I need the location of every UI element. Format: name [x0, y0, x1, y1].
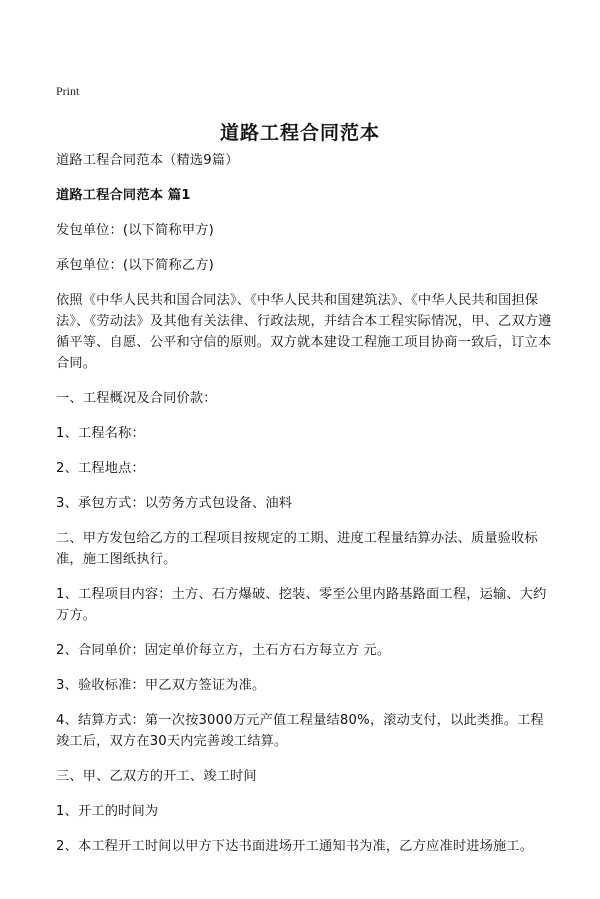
- clause-2-item-1: 1、工程项目内容：土方、石方爆破、挖装、零至公里内路基路面工程，运输、大约 万方。: [56, 587, 547, 623]
- page-title: 道路工程合同范本: [219, 122, 380, 144]
- clause-3-item-1: 1、开工的时间为: [56, 804, 159, 819]
- clause-1-item-1: 1、工程名称：: [56, 426, 145, 441]
- clause-2-item-3: 3、验收标准：甲乙双方签证为准。: [56, 678, 266, 693]
- clause-3-item-2: 2、本工程开工时间以甲方下达书面进场开工通知书为准，乙方应准时进场施工。: [56, 839, 534, 854]
- clause-3-heading: 三、甲、乙双方的开工、竣工时间: [56, 769, 257, 784]
- clause-2-item-4: 4、结算方式：第一次按3000万元产值工程量结80%，滚动支付，以此类推。工程竣工后，双方在30天内完善竣工结算。: [56, 713, 544, 749]
- clause-2-heading: 二、甲方发包给乙方的工程项目按规定的工期、进度工程量结算办法、质量验收标准，施工图纸执行。: [56, 531, 538, 567]
- party-a-line: 发包单位：(以下简称甲方): [56, 223, 214, 238]
- clause-1-item-3: 3、承包方式：以劳务方式包设备、油料: [56, 496, 293, 511]
- party-b-line: 承包单位：(以下简称乙方): [56, 258, 214, 273]
- clause-2-item-2: 2、合同单价：固定单价每立方，土石方石方每立方 元。: [56, 643, 391, 658]
- document-subtitle: 道路工程合同范本（精选9篇）: [56, 153, 239, 168]
- document-body: [56, 150, 556, 871]
- clause-1-heading: 一、工程概况及合同价款：: [56, 391, 217, 406]
- print-label: Print: [56, 84, 80, 98]
- section-heading: 道路工程合同范本 篇1: [56, 188, 191, 203]
- clause-1-item-2: 2、工程地点：: [56, 461, 145, 476]
- intro-paragraph: 依照《中华人民共和国合同法》、《中华人民共和国建筑法》、《中华人民共和国担保法》、《劳动法》及其他有关法律、行政法规，并结合本工程实际情况，甲、乙双方遵循平等、自愿、公平和守信的原则。双方就本建设工程施工项目协商一致后，订立本合同。: [56, 293, 552, 371]
